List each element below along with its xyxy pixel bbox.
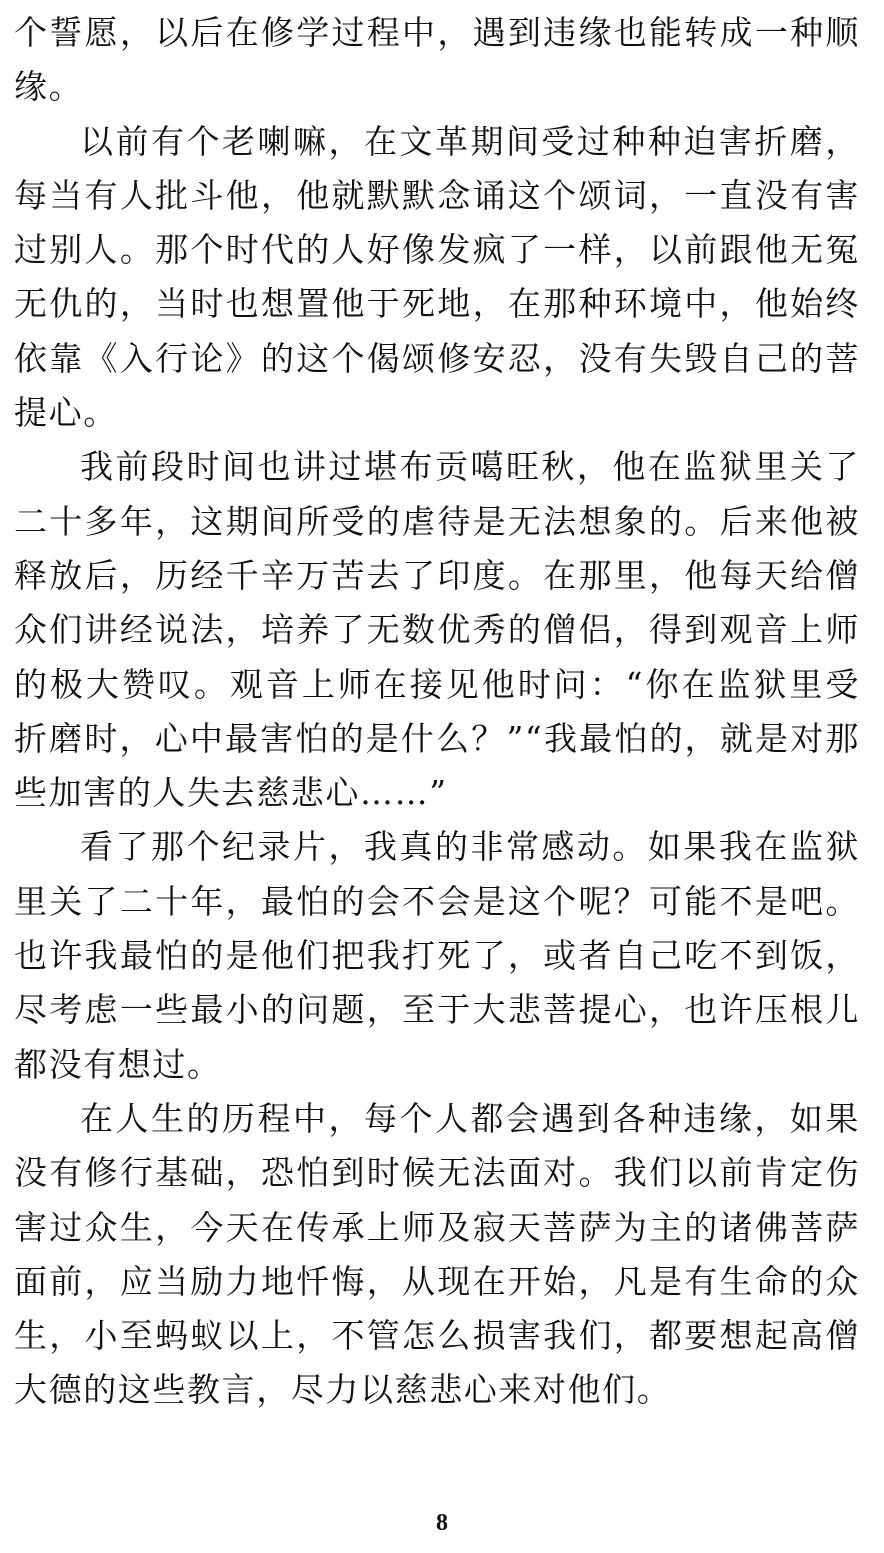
document-page	[14, 6, 860, 1418]
paragraph-2: 以前有个老喇嘛，在文革期间受过种种迫害折磨，每当有人批斗他，他就默默念诵这个颂词，一直没有害过别人。那个时代的人好像发疯了一样，以前跟他无冤无仇的，当时也想置他于死地，在那种环境中，他始终依靠《入行论》的这个偈颂修安忍，没有失毁自己的菩提心。	[14, 121, 860, 433]
paragraph-3: 我前段时间也讲过堪布贡噶旺秋，他在监狱里关了二十多年，这期间所受的虐待是无法想象的。后来他被释放后，历经千辛万苦去了印度。在那里，他每天给僧众们讲经说法，培养了无数优秀的僧侣，得到观音上师的极大赞叹。观音上师在接见他时问：“你在监狱里受折磨时，心中最害怕的是什么？”“我最怕的，就是对那些加害的人失去慈悲心……”	[14, 447, 860, 813]
page-number: 8	[436, 1510, 448, 1536]
paragraph-4: 看了那个纪录片，我真的非常感动。如果我在监狱里关了二十年，最怕的会不会是这个呢？可能不是吧。也许我最怕的是他们把我打死了，或者自己吃不到饭，尽考虑一些最小的问题，至于大悲菩提心，也许压根儿都没有想过。	[14, 827, 860, 1084]
paragraph-1: 个誓愿，以后在修学过程中，遇到违缘也能转成一种顺缘。	[14, 13, 860, 107]
paragraph-5: 在人生的历程中，每个人都会遇到各种违缘，如果没有修行基础，恐怕到时候无法面对。我们以前肯定伤害过众生，今天在传承上师及寂天菩萨为主的诸佛菩萨面前，应当励力地忏悔，从现在开始，凡是有生命的众生，小至蚂蚁以上，不管怎么损害我们，都要想起高僧大德的这些教言，尽力以慈悲心来对他们。	[14, 1098, 860, 1410]
